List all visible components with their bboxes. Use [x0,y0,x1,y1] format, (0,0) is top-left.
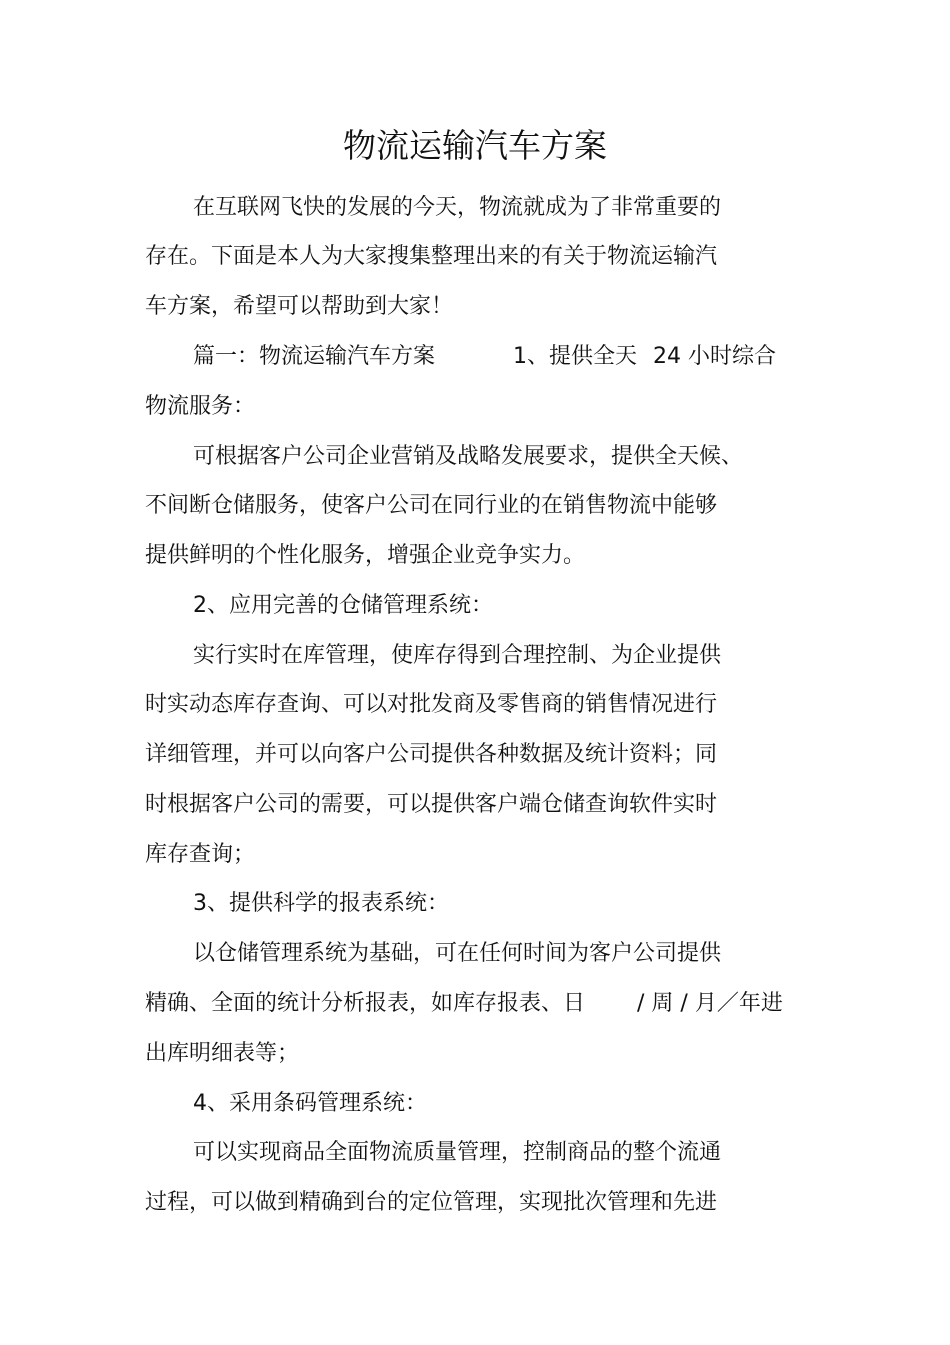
paragraph-line: 存在。下面是本人为大家搜集整理出来的有关于物流运输汽 [145,244,718,269]
document-title: 物流运输汽车方案 [343,126,607,165]
paragraph-line: 可根据客户公司企业营销及战略发展要求，提供全天候、 [193,444,744,469]
paragraph-line: 实行实时在库管理，使库存得到合理控制、为企业提供 [193,643,722,668]
paragraph-text: 精确、全面的统计分析报表，如库存报表、日 [145,991,586,1016]
paragraph-line: 过程，可以做到精确到台的定位管理，实现批次管理和先进 [145,1190,718,1215]
paragraph-line [145,987,783,1021]
paragraph-line: 时根据客户公司的需要，可以提供客户端仓储查询软件实时 [145,792,718,817]
paragraph-line: 库存查询； [145,842,256,867]
paragraph-line: 在互联网飞快的发展的今天，物流就成为了非常重要的 [193,195,722,220]
paragraph-line: 车方案，希望可以帮助到大家！ [145,294,454,319]
list-item-heading: 2、应用完善的仓储管理系统： [193,593,493,618]
list-item-heading: 1、提供全天 [513,344,638,369]
paragraph-line: 详细管理，并可以向客户公司提供各种数据及统计资料；同 [145,742,718,767]
section-heading: 篇一：物流运输汽车方案 [193,344,436,369]
list-item-heading: 3、提供科学的报表系统： [193,891,449,916]
list-item-heading-cont: 24 小时综合 [653,344,777,369]
paragraph-text-cont: / 周 / 月／年进 [637,991,783,1016]
paragraph-line: 时实动态库存查询、可以对批发商及零售商的销售情况进行 [145,692,718,717]
paragraph-line: 不间断仓储服务，使客户公司在同行业的在销售物流中能够 [145,493,718,518]
list-item-heading: 4、采用条码管理系统： [193,1091,427,1116]
paragraph-line: 可以实现商品全面物流质量管理，控制商品的整个流通 [193,1140,722,1165]
paragraph-line: 以仓储管理系统为基础，可在任何时间为客户公司提供 [193,941,722,966]
paragraph-line: 物流服务： [145,394,256,419]
paragraph-line: 提供鲜明的个性化服务，增强企业竞争实力。 [145,543,586,568]
paragraph-line: 出库明细表等； [145,1041,300,1066]
section-heading-line [193,340,776,374]
